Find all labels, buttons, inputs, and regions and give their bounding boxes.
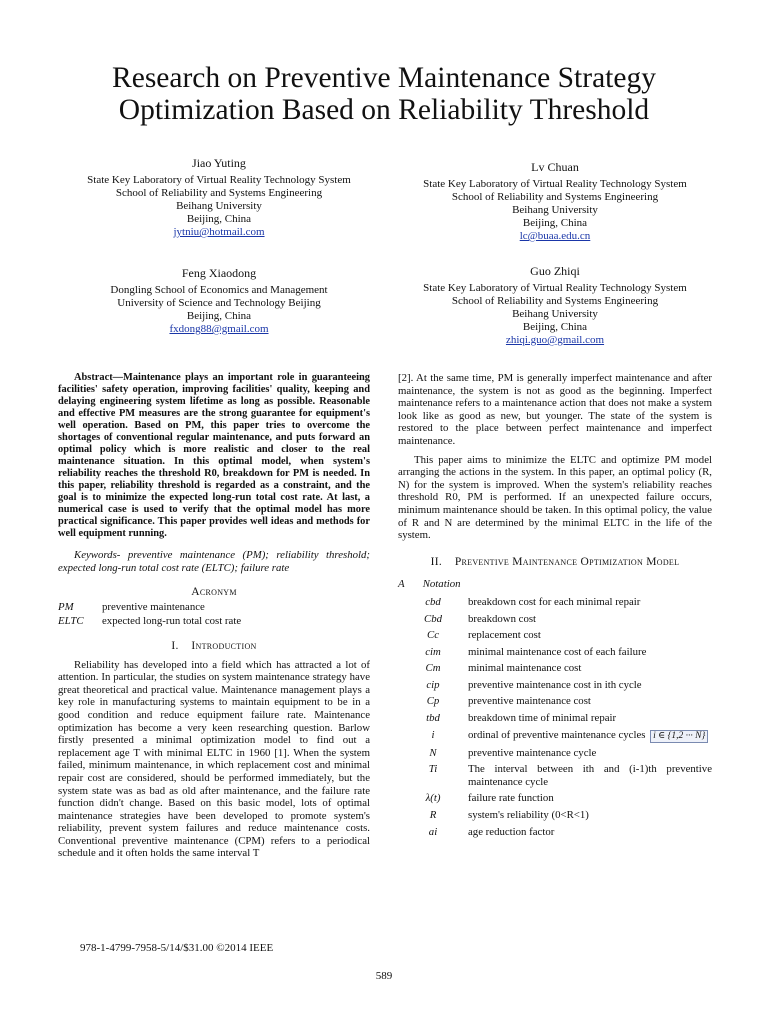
introduction-paragraph: Reliability has developed into a field which has attracted a lot of attention. In particular, the studies on system maintenance strategy have great theoretical and practical value. Maintenance management plays a key role in manufacturing systems to maintain equipment to be in a good condition and reduce equipment failure rate. Maintenance optimization has become a very keen researching question. Barlow firstly presented a minimal optimization model to find out a replacement age T with minimal ELTC in 1960 [1]. When the system failed, minimum maintenance, in which replacement cost and minimal repair cost are considered, should be performed immediately, but the system state was as bad as old after maintenance, and the failure rate function didn't change. Based on this basic model, lots of optimal maintenance strategies have been developed to promote system's reliability, prevent system failures and reduce maintenance costs. Conventional preventive maintenance (CPM) refers to a periodical schedule and it often holds the same interval T [58,658,370,860]
author-affiliation: State Key Laboratory of Virtual Reality Technology System [423,282,687,294]
notation-description-text: replacement cost [468,629,541,642]
acronym-term: ELTC [58,615,84,628]
author-name: Guo Zhiqi [530,264,580,278]
acronym-row [58,601,370,614]
notation-description [468,792,712,805]
notation-description-text: breakdown cost for each minimal repair [468,595,641,608]
notation-row [398,646,712,659]
author-affiliation: Beihang University [512,204,598,216]
author-affiliation: Beihang University [512,308,598,320]
notation-description [468,695,712,708]
notation-symbol: λ(t) [425,792,441,805]
notation-symbol: i [431,728,435,741]
body-paragraph: [2]. At the same time, PM is generally imperfect maintenance and after maintenance, the system is not as good as the beginning. Imperfect maintenance refers to a maintenance action that does not make a system look like as good as new, but younger. The state of the system is restored to the place between perfect maintenance and imperfect maintenance. [398,372,712,447]
author-city: Beijing, China [186,213,252,225]
notation-symbol: Cbd [424,612,442,625]
author-block-1 [48,156,390,239]
notation-symbol: Cp [426,695,440,708]
author-affiliation: State Key Laboratory of Virtual Reality Technology System [87,174,351,186]
author-affiliation: School of Reliability and Systems Engineering [451,191,659,203]
title-line-2: Optimization Based on Reliability Threshold [118,94,650,126]
notation-symbol: cip [426,678,440,691]
section-2-heading [398,556,712,569]
section-number: II. [430,555,443,568]
section-number: I. [171,639,179,652]
notation-description-text: preventive maintenance cost [468,695,591,708]
author-block-3 [48,266,390,336]
author-block-4 [384,264,726,347]
notation-description [468,826,712,839]
notation-row [398,695,712,708]
notation-row [398,712,712,725]
author-affiliation: Beihang University [176,200,262,212]
notation-description [468,712,712,725]
author-affiliation: School of Reliability and Systems Engineering [451,295,659,307]
notation-symbol: cbd [425,595,441,608]
notation-description [468,662,712,675]
index-set-box: i ∈ {1,2 ··· N} [650,730,708,743]
author-email-link[interactable]: jytniu@hotmail.com [173,226,265,238]
notation-row [398,792,712,805]
acronym-row [58,615,370,628]
notation-symbol: Cm [425,662,441,675]
author-city: Beijing, China [186,310,252,322]
notation-row [398,809,712,822]
acronym-definition: preventive maintenance [102,600,205,613]
notation-description [468,809,712,822]
section-title: Introduction [191,639,257,652]
notation-row [398,763,712,788]
notation-description-text: breakdown cost [468,612,537,625]
section-title: Preventive Maintenance Optimization Model [454,555,680,568]
notation-description [468,596,712,609]
notation-description [468,613,712,626]
notation-description-text: breakdown time of minimal repair [468,712,617,725]
title-line-1: Research on Preventive Maintenance Strategy [112,62,656,94]
notation-list [398,596,712,838]
author-email-link[interactable]: zhiqi.guo@gmail.com [505,334,605,346]
acronym-term: PM [58,600,74,613]
notation-symbol: tbd [426,712,440,725]
subsection-heading [398,578,712,591]
author-email-link[interactable]: lc@buaa.edu.cn [519,230,591,242]
notation-symbol: N [429,746,437,759]
notation-row [398,596,712,609]
right-column [398,372,712,842]
notation-description-text: age reduction factor [468,825,555,838]
author-affiliation: Dongling School of Economics and Management [110,284,328,296]
notation-symbol: Ti [428,763,438,776]
author-city: Beijing, China [522,217,588,229]
notation-symbol: ai [428,825,438,838]
abstract: Abstract—Maintenance plays an important role in guaranteeing facilities' safety operation, improving facilities' quality, keeping and delaying engineering system lifetime as long as possible. Reasonable and effective PM measures are the strong guarantee for equipment's well operation. Based on PM, this paper tries to overcome the shortages of conventional regular maintenance, and puts forward an optimal policy which is more realistic and closer to the real maintenance situation. In this optimal model, when system's reliability reaches the threshold R0, breakdown for PM is needed. In this paper, reliability threshold is regarded as a constraint, and the goal is to minimize the expected long-run total cost rate. At last, a numerical case is used to verify that the optimal model has more practical significance. This paper provides well ideas and methods for well equipment running. [58,372,370,539]
notation-row [398,679,712,692]
author-name: Lv Chuan [531,160,579,174]
notation-description [468,729,712,743]
notation-row [398,747,712,760]
page-number: 589 [375,970,393,982]
notation-description-text: The interval between ith and (i-1)th preventive maintenance cycle [468,763,712,788]
notation-description-text: minimal maintenance cost [468,662,582,675]
author-name: Feng Xiaodong [181,266,257,280]
notation-symbol: R [429,809,437,822]
author-name: Jiao Yuting [192,156,246,170]
acronym-heading: Acronym [191,586,237,599]
subsection-letter: A [398,578,405,591]
introduction-heading [58,640,370,653]
notation-row [398,729,712,743]
notation-row [398,662,712,675]
author-affiliation: State Key Laboratory of Virtual Reality Technology System [423,178,687,190]
notation-description [468,679,712,692]
notation-description-text: failure rate function [468,792,554,805]
keywords: Keywords- preventive maintenance (PM); reliability threshold; expected long-run total cost rate (ELTC); failure rate [58,549,370,574]
author-affiliation: School of Reliability and Systems Engineering [115,187,323,199]
author-affiliation: University of Science and Technology Beijing [117,297,321,309]
notation-description-text: preventive maintenance cycle [468,746,597,759]
notation-row [398,613,712,626]
notation-description-text: ordinal of preventive maintenance cycles [468,728,646,741]
paper-title [40,62,728,126]
notation-description-text: system's reliability (0<R<1) [468,809,589,822]
notation-row [398,826,712,839]
notation-description-text: preventive maintenance cost in ith cycle [468,678,642,691]
author-email-link[interactable]: fxdong88@gmail.com [169,323,269,335]
author-block-2 [384,160,726,243]
body-paragraph: This paper aims to minimize the ELTC and optimize PM model arranging the actions in the system. In this paper, an optimal policy (R, N) for the system is improved. When the system's reliability reaches threshold R0, PM is performed. If an unexpected failure occurs, minimum maintenance should be taken. In this optimal policy, the value of R and N are determined by the minimal ELTC in the life of the system. [398,453,712,542]
notation-description [468,629,712,642]
notation-description-text: minimal maintenance cost of each failure [468,645,647,658]
author-city: Beijing, China [522,321,588,333]
left-column [58,372,370,860]
copyright-notice: 978-1-4799-7958-5/14/$31.00 ©2014 IEEE [80,942,274,954]
subsection-title: Notation [422,578,461,591]
notation-row [398,629,712,642]
notation-symbol: cim [425,645,441,658]
notation-description [468,747,712,760]
notation-description [468,763,712,788]
notation-symbol: Cc [427,629,439,642]
acronym-definition: expected long-run total cost rate [102,615,242,628]
notation-description [468,646,712,659]
